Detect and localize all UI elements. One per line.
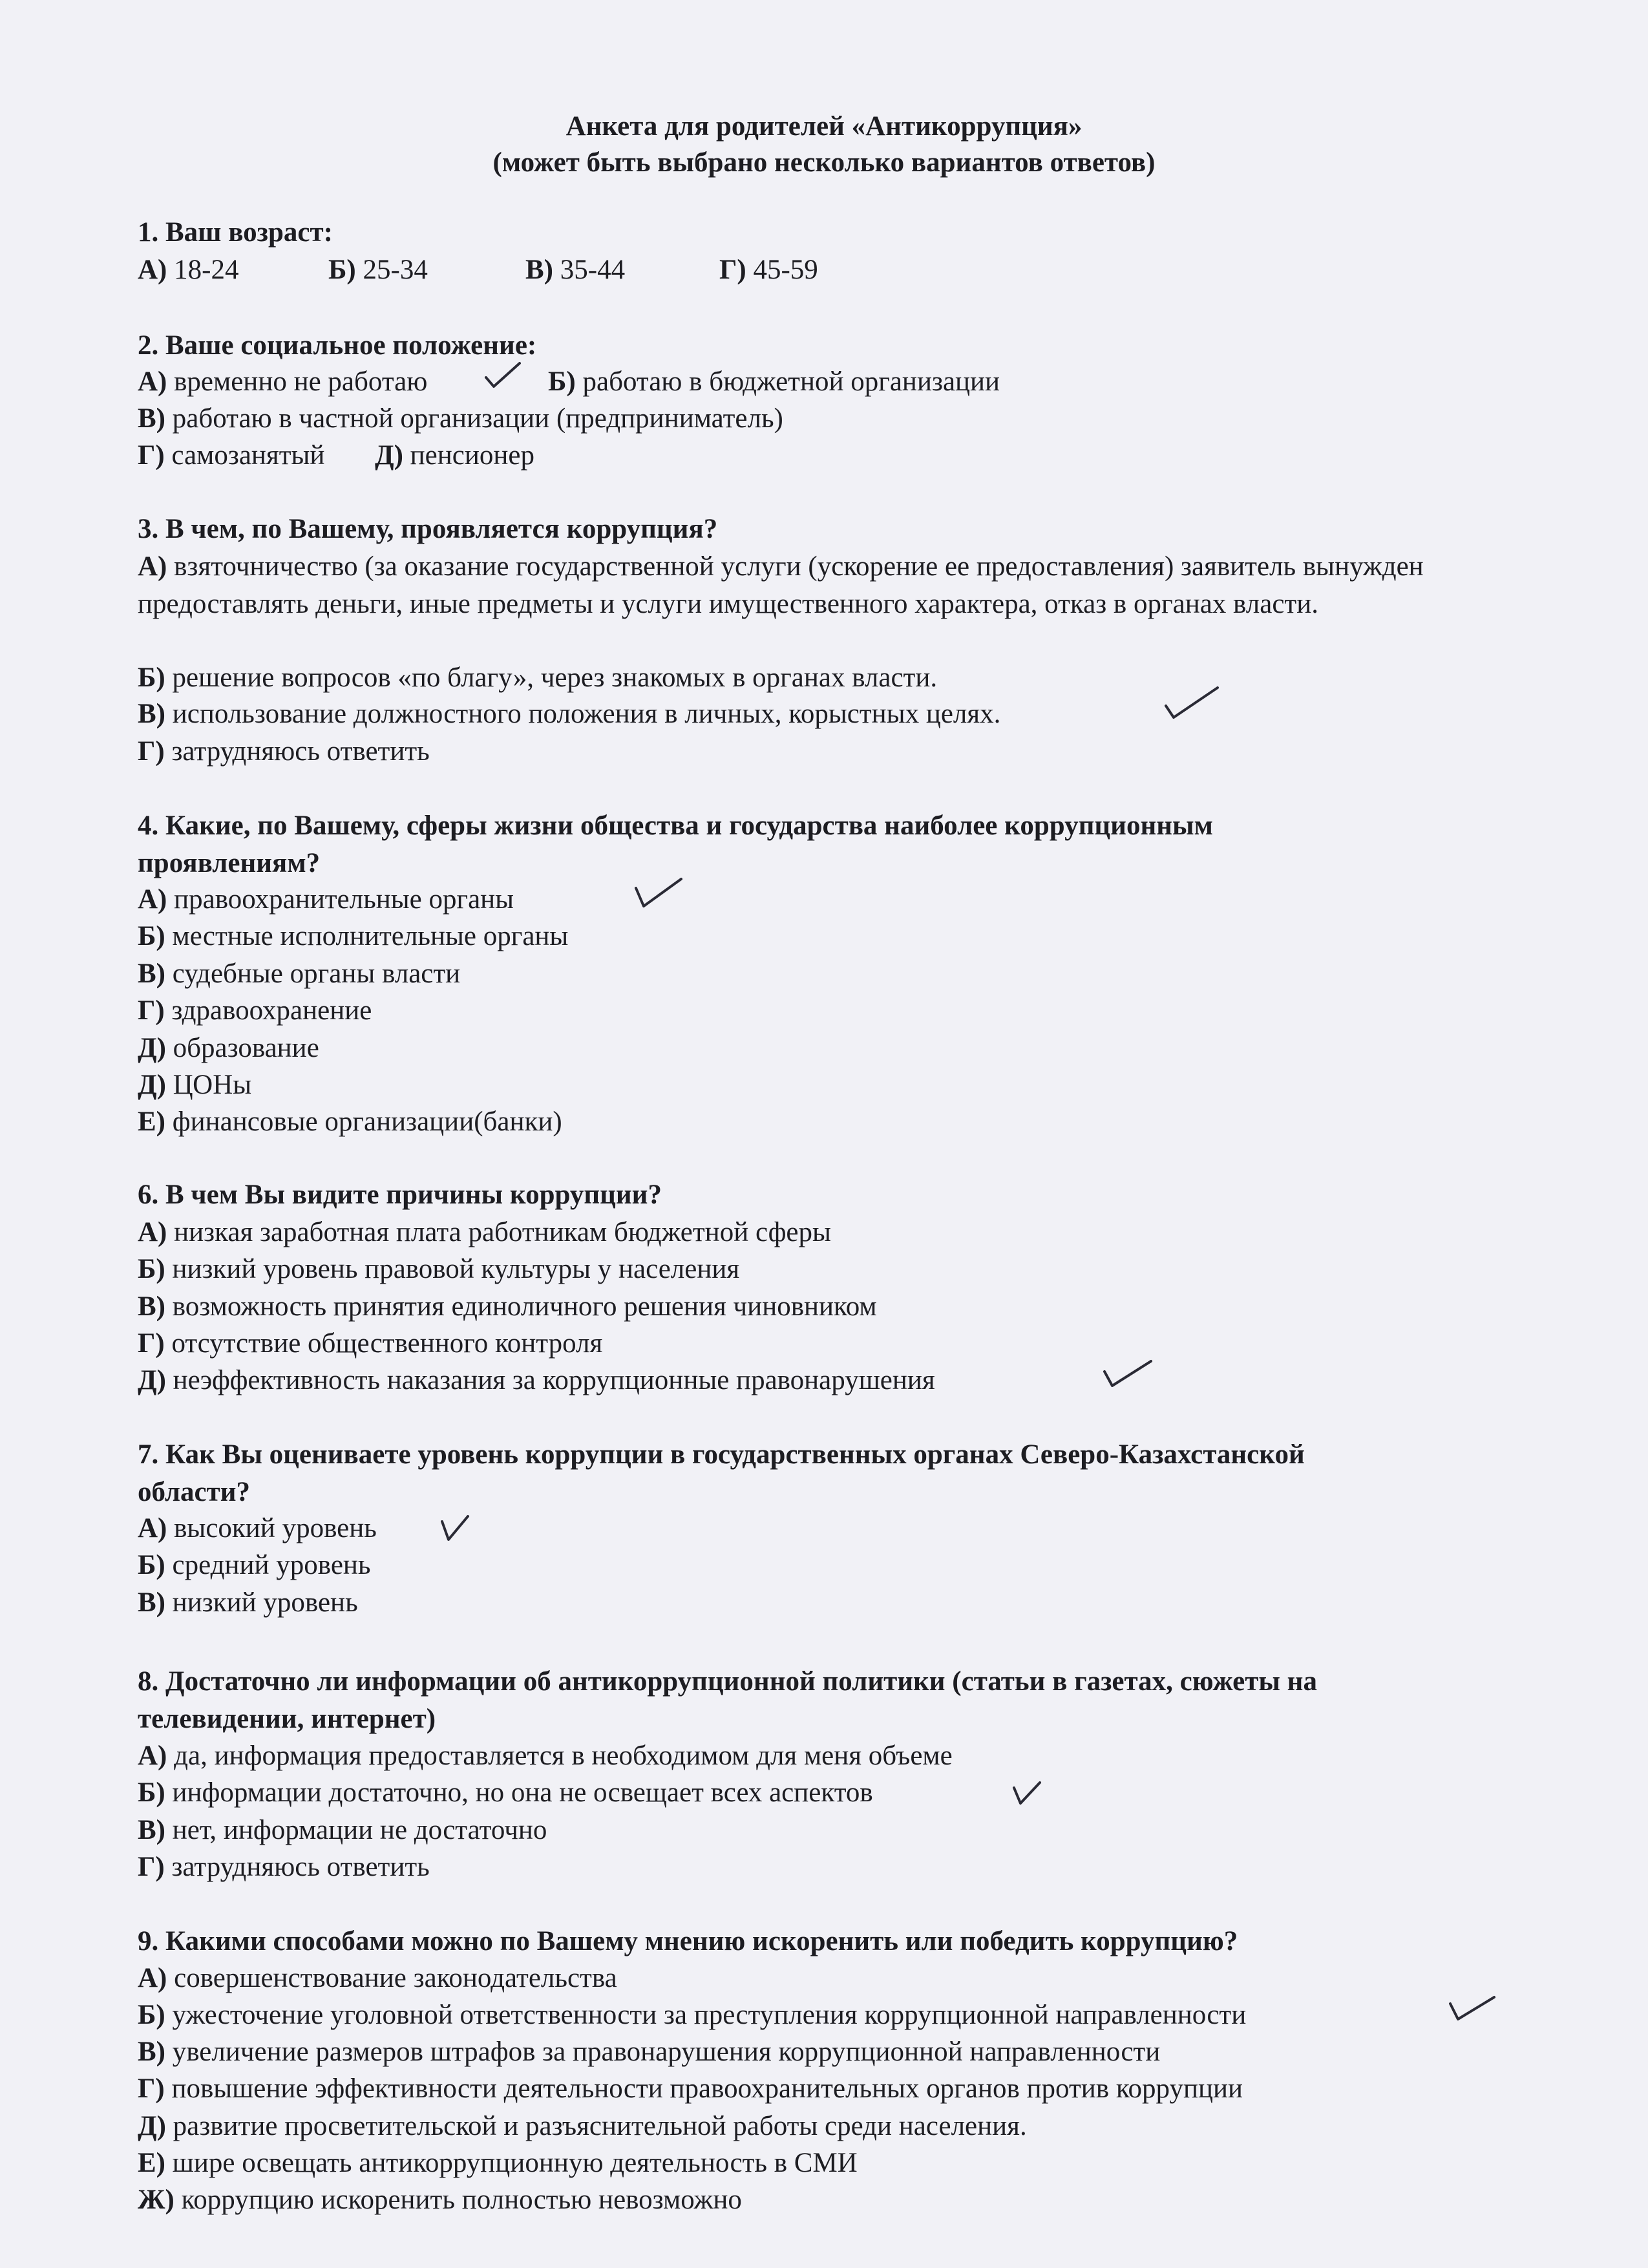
question-4-line2: проявлениям? bbox=[138, 848, 321, 878]
q8-option-d: Г) затрудняюсь ответить bbox=[138, 1852, 430, 1882]
question-4-line1: 4. Какие, по Вашему, сферы жизни общества и государства наиболее коррупционным bbox=[138, 811, 1213, 841]
q9-option-b: Б) ужесточение уголовной ответственности за преступления коррупционной направленности bbox=[138, 2000, 1247, 2030]
question-3: 3. В чем, по Вашему, проявляется коррупция? bbox=[138, 514, 718, 544]
question-1: 1. Ваш возраст: bbox=[138, 217, 333, 248]
q9-option-c: В) увеличение размеров штрафов за правонарушения коррупционной направленности bbox=[138, 2037, 1161, 2067]
q6-option-d: Г) отсутствие общественного контроля bbox=[138, 1328, 603, 1359]
q4-option-d: Г) здравоохранение bbox=[138, 995, 372, 1026]
question-2: 2. Ваше социальное положение: bbox=[138, 330, 537, 361]
question-7-line2: области? bbox=[138, 1477, 251, 1507]
q2-option-b: Б) работаю в бюджетной организации bbox=[548, 366, 1000, 397]
q1-option-d: Г) 45-59 bbox=[719, 255, 818, 285]
checkmark-icon bbox=[633, 874, 685, 913]
q9-option-e: Д) развитие просветительской и разъяснительной работы среди населения. bbox=[138, 2111, 1027, 2141]
q9-option-a: А) совершенствование законодательства bbox=[138, 1963, 617, 1993]
question-9: 9. Какими способами можно по Вашему мнению искоренить или победить коррупцию? bbox=[138, 1926, 1238, 1956]
checkmark-icon bbox=[1011, 1779, 1044, 1808]
checkmark-icon bbox=[439, 1512, 472, 1545]
q4-option-g: Е) финансовые организации(банки) bbox=[138, 1107, 562, 1137]
q2-option-e: Д) пенсионер bbox=[375, 440, 534, 471]
question-8-line2: телевидении, интернет) bbox=[138, 1704, 436, 1734]
q4-option-a: А) правоохранительные органы bbox=[138, 884, 514, 915]
q6-option-b: Б) низкий уровень правовой культуры у населения bbox=[138, 1254, 740, 1284]
q4-option-f: Д) ЦОНы bbox=[138, 1070, 252, 1100]
question-8-line1: 8. Достаточно ли информации об антикоррупционной политики (статьи в газетах, сюжеты на bbox=[138, 1666, 1317, 1697]
q7-option-c: В) низкий уровень bbox=[138, 1587, 358, 1618]
checkmark-icon bbox=[1102, 1356, 1154, 1391]
survey-subtitle: (может быть выбрано несколько вариантов ответов) bbox=[492, 147, 1156, 178]
question-7-line1: 7. Как Вы оцениваете уровень коррупции в государственных органах Северо-Казахстанской bbox=[138, 1439, 1305, 1470]
q4-option-e: Д) образование bbox=[138, 1033, 319, 1063]
q2-option-c: В) работаю в частной организации (предприниматель) bbox=[138, 403, 783, 434]
q9-option-d: Г) повышение эффективности деятельности правоохранительных органов против коррупции bbox=[138, 2073, 1243, 2104]
q7-option-a: А) высокий уровень bbox=[138, 1513, 377, 1543]
checkmark-icon bbox=[1448, 1992, 1497, 2024]
q6-option-c: В) возможность принятия единоличного решения чиновником bbox=[138, 1291, 877, 1322]
q1-option-b: Б) 25-34 bbox=[328, 255, 428, 285]
q4-option-b: Б) местные исполнительные органы bbox=[138, 921, 569, 951]
q3-option-a: А) взяточничество (за оказание государственной услуги (ускорение ее предоставления) заявитель вынужден предоставлять деньги, иные предметы и услуги имущественного характера, отказ в органах власти. bbox=[138, 551, 1424, 619]
checkmark-icon bbox=[483, 359, 522, 392]
q2-option-d: Г) самозанятый bbox=[138, 440, 325, 471]
q9-option-g: Ж) коррупцию искоренить полностью невозможно bbox=[138, 2185, 742, 2215]
q1-option-a: А) 18-24 bbox=[138, 255, 239, 285]
q2-option-a: А) временно не работаю bbox=[138, 366, 428, 397]
q1-option-c: В) 35-44 bbox=[525, 255, 626, 285]
q6-option-a: А) низкая заработная плата работникам бюджетной сферы bbox=[138, 1217, 831, 1247]
q3-option-d: Г) затрудняюсь ответить bbox=[138, 736, 430, 767]
q7-option-b: Б) средний уровень bbox=[138, 1550, 371, 1580]
question-6: 6. В чем Вы видите причины коррупции? bbox=[138, 1180, 662, 1210]
q8-option-c: В) нет, информации не достаточно bbox=[138, 1815, 547, 1845]
q3-option-b: Б) решение вопросов «по благу», через знакомых в органах власти. bbox=[138, 662, 938, 693]
q8-option-a: А) да, информация предоставляется в необходимом для меня объеме bbox=[138, 1741, 953, 1771]
checkmark-icon bbox=[1163, 684, 1221, 723]
q8-option-b: Б) информации достаточно, но она не освещает всех аспектов bbox=[138, 1777, 873, 1808]
q9-option-f: Е) шире освещать антикоррупционную деятельность в СМИ bbox=[138, 2148, 858, 2178]
q4-option-c: В) судебные органы власти bbox=[138, 959, 461, 989]
q3-option-c: В) использование должностного положения в личных, корыстных целях. bbox=[138, 699, 1001, 729]
q6-option-e: Д) неэффективность наказания за коррупционные правонарушения bbox=[138, 1365, 935, 1395]
survey-title: Анкета для родителей «Антикоррупция» bbox=[565, 111, 1083, 142]
